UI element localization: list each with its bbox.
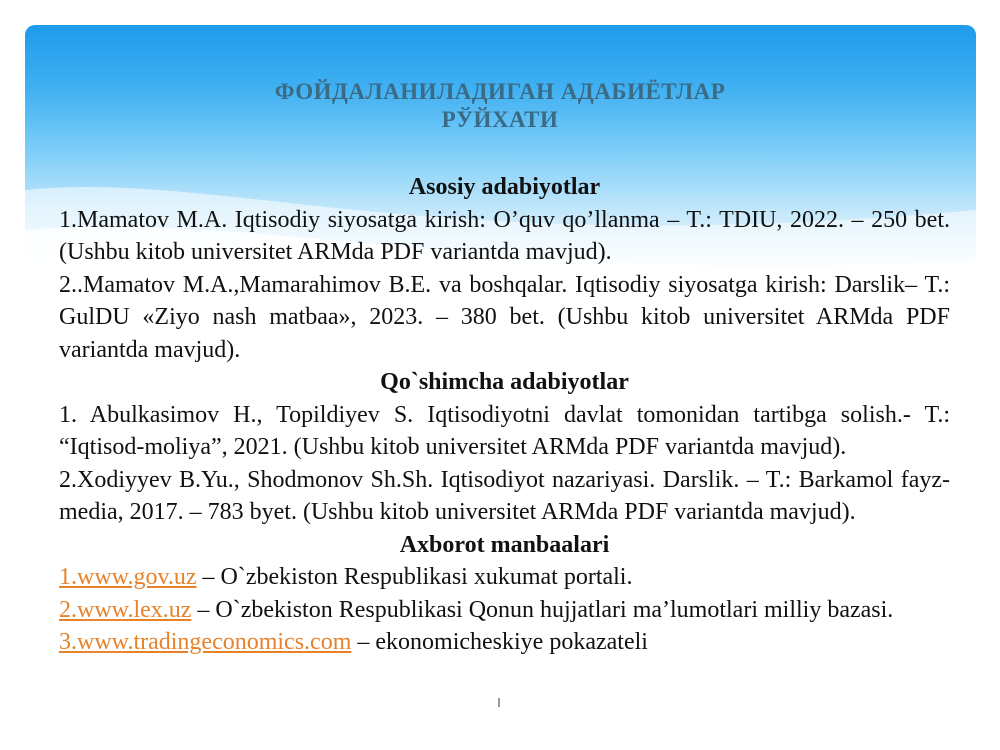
source-description: – ekonomicheskiye pokazateli xyxy=(351,629,648,655)
source-description: – O`zbekiston Respublikasi xukumat portali. xyxy=(196,564,633,590)
source-link-tradingeconomics[interactable]: 3.www.tradingeconomics.com xyxy=(59,629,352,655)
source-link-gov[interactable]: 1.www.gov.uz xyxy=(59,564,197,590)
source-item xyxy=(59,626,950,659)
list-item: 2.Xodiyyev B.Yu., Shodmonov Sh.Sh. Iqtisodiyot nazariyasi. Darslik. – T.: Barkamol fayz- media, 2017. – 783 byet. (Ushbu kitob universitet ARMda PDF variantda mavjud). xyxy=(59,466,950,525)
list-item: 2..Mamatov M.A.,Mamarahimov B.E. va boshqalar. Iqtisodiy siyosatga kirish: Darslik– T.: GulDU «Ziyo nash matbaa», 2023. – 380 bet. (Ushbu kitob universitet ARMda PDF variantda mavjud). xyxy=(59,271,950,363)
source-item xyxy=(59,594,950,627)
source-item xyxy=(59,561,950,594)
source-link-lex[interactable]: 2.www.lex.uz xyxy=(59,596,192,623)
page-title-line2: РЎЙХАТИ xyxy=(441,107,559,132)
source-description: – O`zbekiston Respublikasi Qonun hujjatlari ma’lumotlari milliy bazasi. xyxy=(191,596,894,623)
section-title-main: Asosiy adabiyotlar xyxy=(408,174,601,200)
section-title-sources: Axborot manbaalari xyxy=(399,531,610,558)
literature-list xyxy=(59,171,950,659)
list-item: 1.Mamatov M.A. Iqtisodiy siyosatga kirish: O’quv qo’llanma – T.: TDIU, 2022. – 250 bet. (Ushbu kitob universitet ARMda PDF variantda mavjud). xyxy=(59,206,950,265)
list-item: 1. Abulkasimov H., Topildiyev S. Iqtisodiyotni davlat tomonidan tartibga solish.- T.: “Iqtisod-moliya”, 2021. (Ushbu kitob universitet ARMda PDF variantda mavjud). xyxy=(59,401,950,460)
page-title-line1: ФОЙДАЛАНИЛАДИГАН АДАБИЁТЛАР xyxy=(274,79,726,104)
cursor-mark xyxy=(498,698,500,707)
section-title-extra: Qo`shimcha adabiyotlar xyxy=(380,369,629,395)
